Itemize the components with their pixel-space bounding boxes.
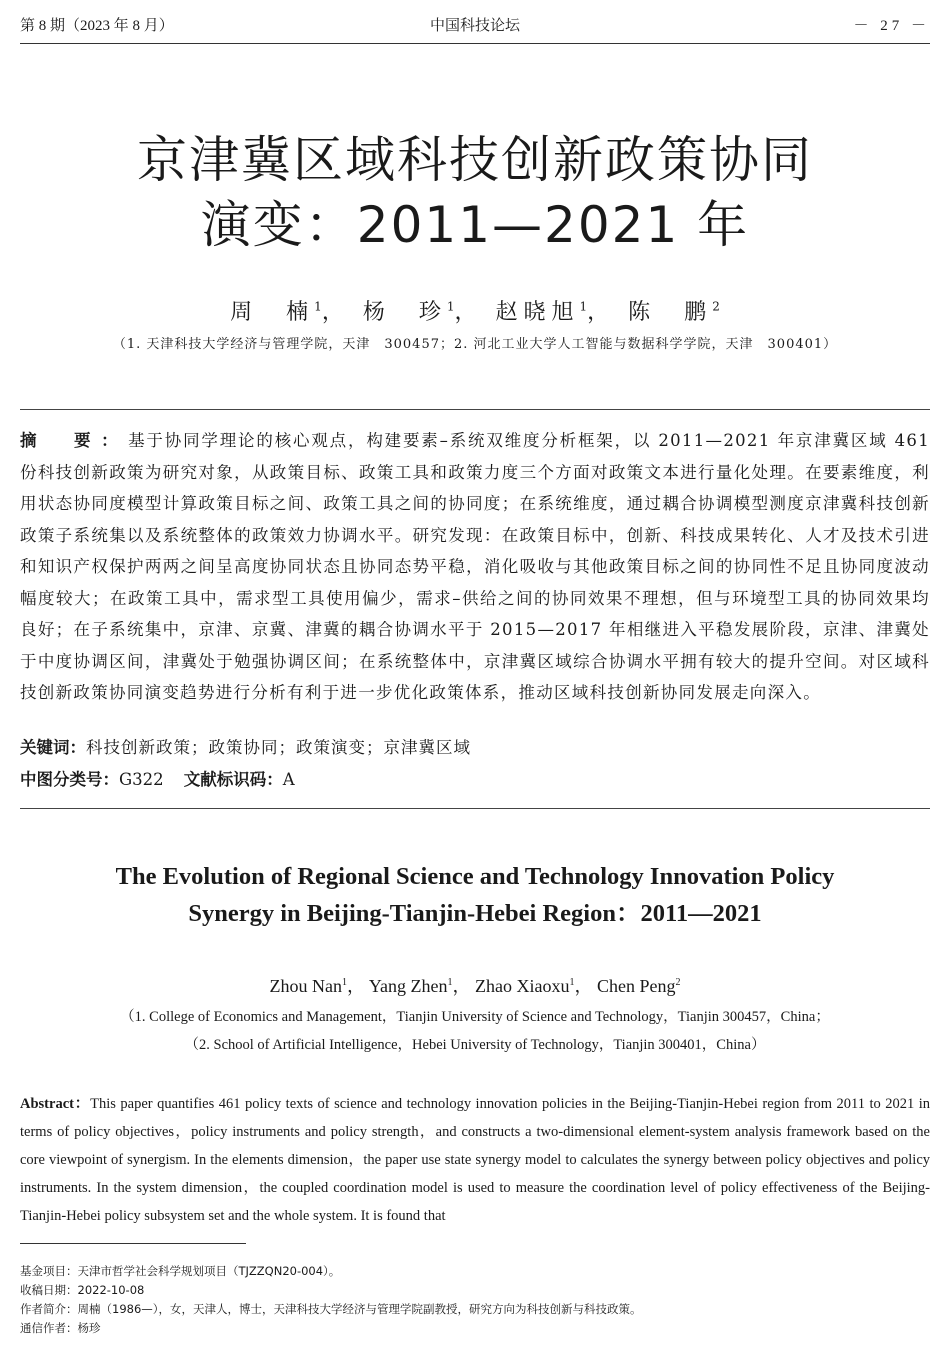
- footnote-author-bio: 作者简介：周楠（1986—），女，天津人，博士，天津科技大学经济与管理学院副教授，研究方向为科技创新与科技政策。: [20, 1302, 642, 1316]
- en-abstract-text: This paper quantifies 461 policy texts of science and technology innovation policies in the Beijing-Tianjin-Hebei region from 2011 to 2021 in terms of policy objectives，policy instruments and policy strength，and constructs a two-dimensional element-system analysis framework based on the core viewpoint of synergism. In the elements dimension，the paper use state synergy model to calculates the synergy between policy objectives and policy instruments. In the system dimension，the coupled coordination model is used to measure the coordination level of policy effectiveness of the Beijing-Tianjin-Hebei policy subsystem set and the whole system. It is found that: [20, 1096, 930, 1224]
- cn-authors: [0, 295, 950, 326]
- issue-label: 第 8 期（2023 年 8 月）: [20, 18, 174, 34]
- doc-code: A: [282, 770, 295, 789]
- page-number: － 27 －: [853, 18, 930, 34]
- en-title: [0, 858, 950, 932]
- clc-code: G322: [119, 770, 164, 789]
- cn-affiliation: （1. 天津科技大学经济与管理学院，天津 300457；2. 河北工业大学人工智能与数据科学学院，天津 300401）: [112, 337, 838, 352]
- cn-title-line-2: 演变：2011—2021 年: [200, 196, 750, 254]
- footnote-received: 收稿日期：2022-10-08: [20, 1283, 145, 1297]
- abstract-bottom-rule: [20, 808, 930, 809]
- cn-abstract-label: 摘 要：: [20, 431, 129, 450]
- cn-author: 赵晓旭$^1$，: [495, 299, 616, 325]
- cn-title: [0, 128, 950, 258]
- footnotes: [20, 1262, 930, 1338]
- en-title-line-2: Synergy in Beijing-Tianjin-Hebei Region：2011—2021: [188, 900, 762, 927]
- en-author: Zhao Xiaoxu$^1$，: [475, 976, 593, 996]
- cn-keywords-text: 科技创新政策；政策协同；政策演变；京津冀区域: [86, 738, 471, 757]
- cn-abstract-text: 基于协同学理论的核心观点，构建要素–系统双维度分析框架，以 2011—2021 年京津冀区域 461 份科技创新政策为研究对象，从政策目标、政策工具和政策力度三个方面对政策文本进行量化处理。在要素维度，利用状态协同度模型计算政策目标之间、政策工具之间的协同度；在系统维度，通过耦合协调模型测度京津冀科技创新政策子系统集以及系统整体的政策效力协调水平。研究发现：在政策目标中，创新、科技成果转化、人才及技术引进和知识产权保护两两之间呈高度协同状态且协同态势平稳，消化吸收与其他政策目标之间的协同性不足且协同度波动幅度较大；在政策工具中，需求型工具使用偏少，需求–供给之间的协同效果不理想，但与环境型工具的协同效果均良好；在子系统集中，京津、京冀、津冀的耦合协调水平于 2015—2017 年相继进入平稳发展阶段，京津、津冀处于中度协调区间，津冀处于勉强协调区间；在系统整体中，京津冀区域综合协调水平拥有较大的提升空间。对区域科技创新政策协同演变趋势进行分析有利于进一步优化政策体系，推动区域科技创新协同发展走向深入。: [20, 431, 931, 702]
- en-authors: [0, 972, 950, 998]
- cn-author: 陈 鹏$^2$: [628, 299, 720, 325]
- abstract-top-rule: [20, 409, 930, 410]
- cn-title-line-1: 京津冀区域科技创新政策协同: [137, 131, 813, 189]
- en-author: Zhou Nan$^1$，: [269, 976, 365, 996]
- footnote-divider: [20, 1243, 246, 1244]
- cn-classification: [20, 766, 930, 794]
- journal-name: 中国科技论坛: [429, 18, 520, 34]
- en-affiliation-2: （2. School of Artificial Intelligence，Hebei University of Technology，Tianjin 300401，China）: [184, 1037, 766, 1053]
- cn-keywords: [20, 734, 930, 762]
- en-abstract-label: Abstract：: [20, 1096, 91, 1112]
- footnote-fund: 基金项目：天津市哲学社会科学规划项目（TJZZQN20-004）。: [20, 1264, 341, 1278]
- cn-keywords-label: 关键词：: [20, 738, 86, 757]
- cn-abstract: [20, 425, 930, 709]
- footnote-corresponding: 通信作者：杨珍: [20, 1321, 101, 1335]
- en-author: Chen Peng$^2$: [596, 976, 681, 996]
- doc-code-label: 文献标识码：: [183, 770, 283, 789]
- en-affiliation-1: （1. College of Economics and Management，Tianjin University of Science and Technology，Tianjin 300457，China；: [120, 1009, 830, 1025]
- cn-author: 周 楠$^1$，: [230, 299, 350, 325]
- clc-label: 中图分类号：: [20, 770, 119, 789]
- cn-author: 杨 珍$^1$，: [362, 299, 483, 325]
- running-head: [20, 14, 930, 38]
- en-title-line-1: The Evolution of Regional Science and Technology Innovation Policy: [115, 863, 835, 890]
- header-divider: [20, 43, 930, 44]
- en-abstract: [20, 1090, 930, 1230]
- en-author: Yang Zhen$^1$，: [368, 976, 471, 996]
